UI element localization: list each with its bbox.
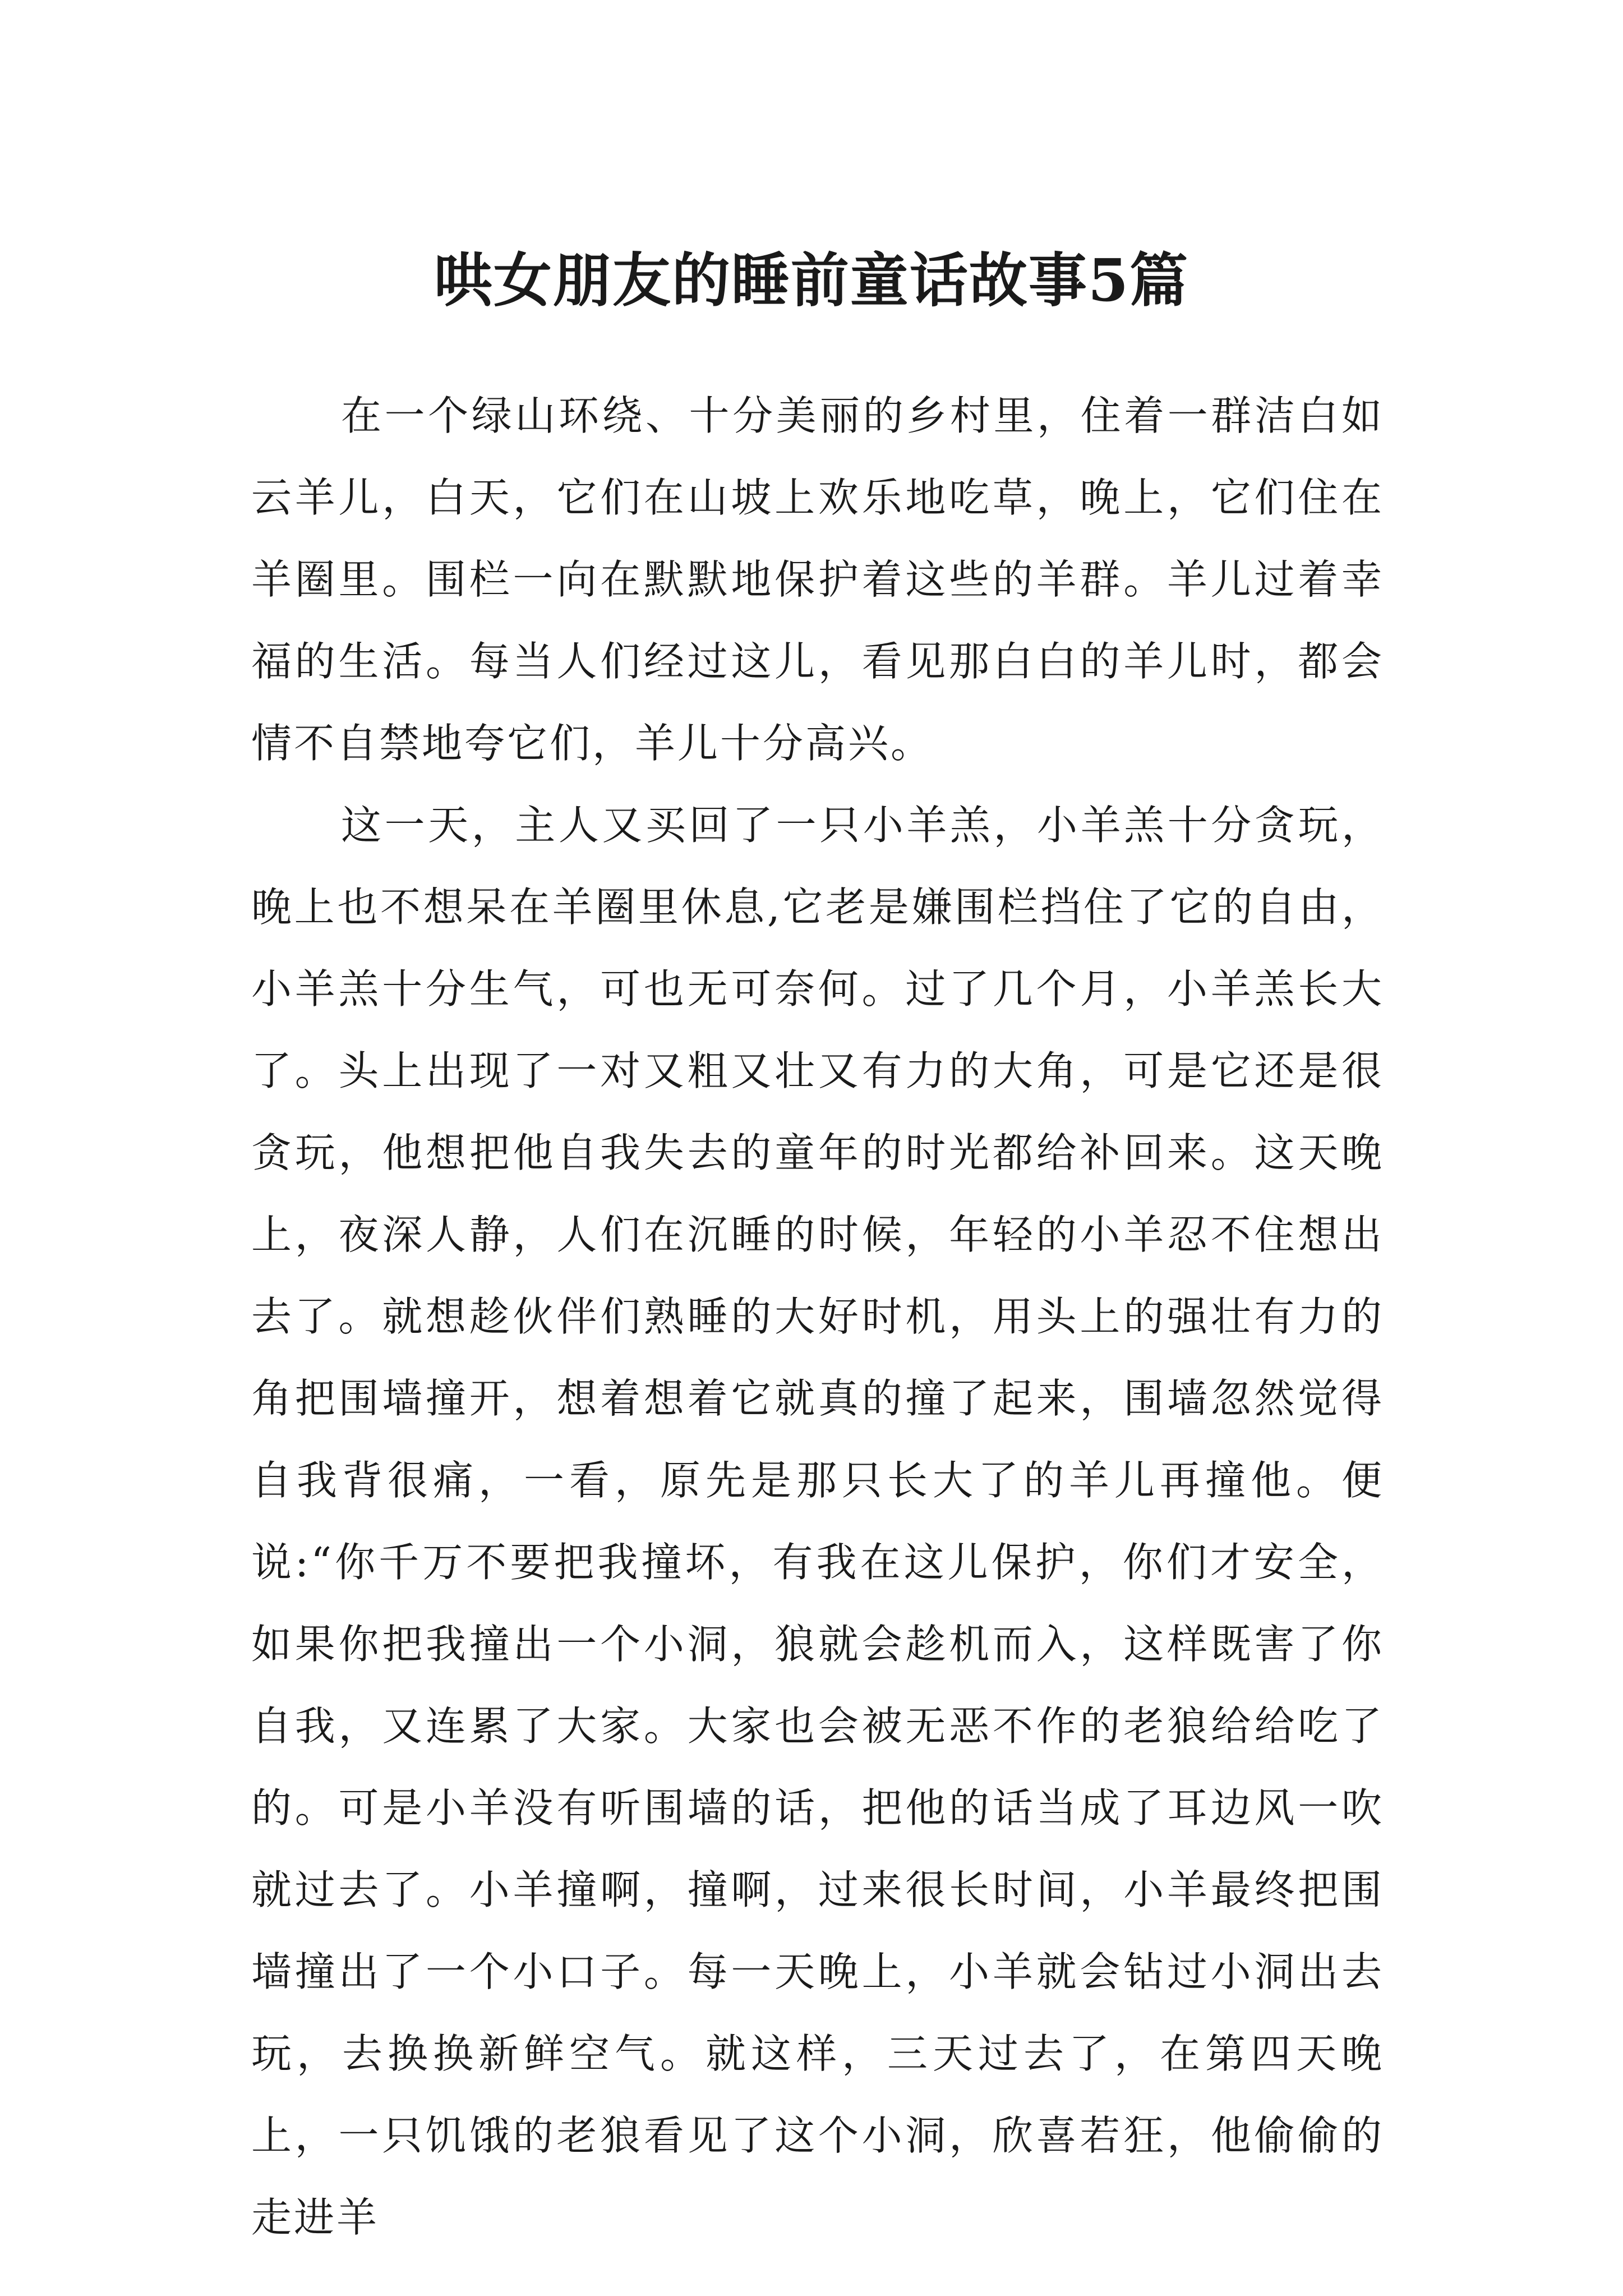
- document-body: [251, 375, 1384, 2258]
- document-title: 哄女朋友的睡前童话故事5篇: [434, 245, 1189, 315]
- paragraph: 在一个绿山环绕、十分美丽的乡村里，住着一群洁白如云羊儿，白天，它们在山坡上欢乐地吃草，晚上，它们住在羊圈里。围栏一向在默默地保护着这些的羊群。羊儿过着幸福的生活。每当人们经过这儿，看见那白白的羊儿时，都会情不自禁地夸它们，羊儿十分高兴。: [251, 392, 1384, 767]
- paragraph: 这一天，主人又买回了一只小羊羔，小羊羔十分贪玩，晚上也不想呆在羊圈里休息,它老是嫌围栏挡住了它的自由，小羊羔十分生气，可也无可奈何。过了几个月，小羊羔长大了。头上出现了一对又粗又壮又有力的大角，可是它还是很贪玩，他想把他自我失去的童年的时光都给补回来。这天晚上，夜深人静，人们在沉睡的时候，年轻的小羊忍不住想出去了。就想趁伙伴们熟睡的大好时机，用头上的强壮有力的角把围墙撞开，想着想着它就真的撞了起来，围墙忽然觉得自我背很痛，一看，原先是那只长大了的羊儿再撞他。便说:“你千万不要把我撞坏，有我在这儿保护，你们才安全，如果你把我撞出一个小洞，狼就会趁机而入，这样既害了你自我，又连累了大家。大家也会被无恶不作的老狼给给吃了的。可是小羊没有听围墙的话，把他的话当成了耳边风一吹就过去了。小羊撞啊，撞啊，过来很长时间，小羊最终把围墙撞出了一个小口子。每一天晚上，小羊就会钻过小洞出去玩，去换换新鲜空气。就这样，三天过去了，在第四天晚上，一只饥饿的老狼看见了这个小洞，欣喜若狂，他偷偷的走进羊: [251, 802, 1384, 2241]
